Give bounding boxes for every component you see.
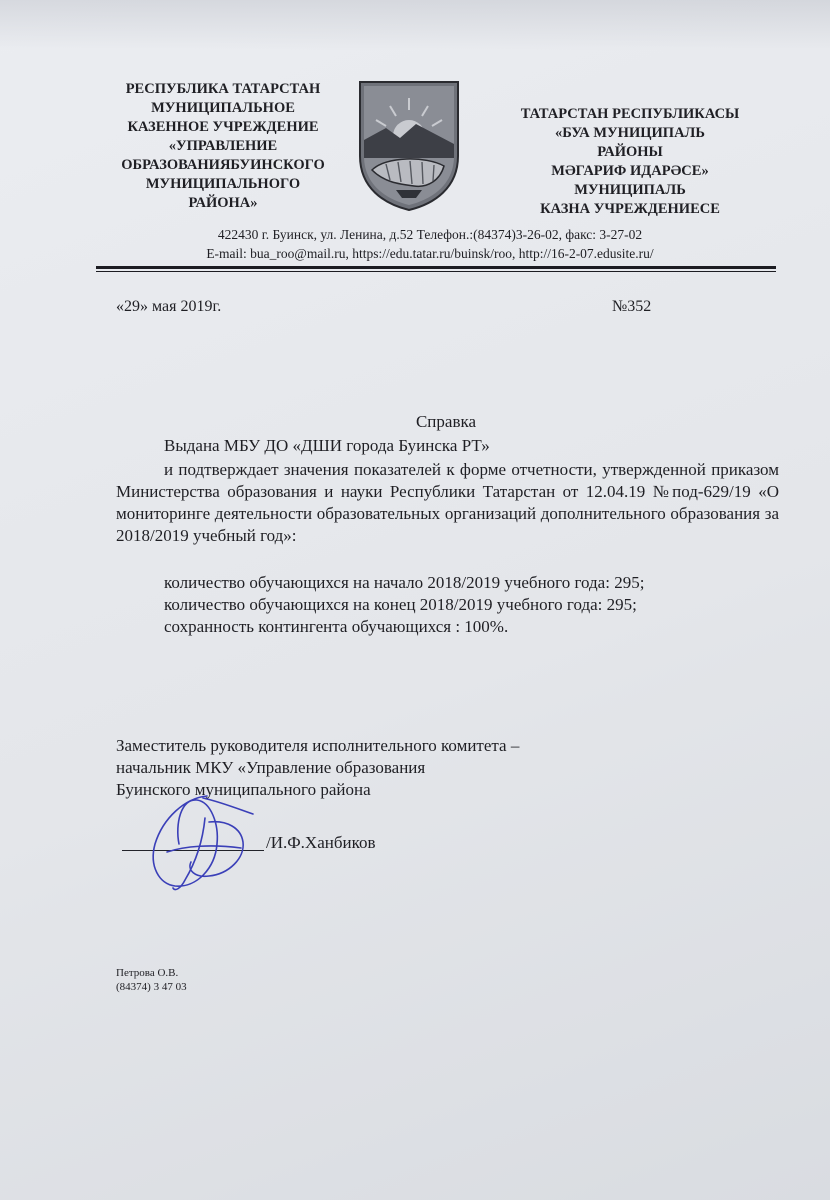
- document-title: Справка: [415, 412, 477, 431]
- signatory-position-line: Заместитель руководителя исполнительного комитета –: [116, 736, 520, 755]
- issued-to-line: Выдана МБУ ДО «ДШИ города Буинска РТ»: [164, 436, 490, 455]
- email-web-line: E-mail: bua_roo@mail.ru, https://edu.tatar.ru/buinsk/roo, http://16-2-07.edusite.ru/: [206, 246, 654, 261]
- header-left-line: МУНИЦИПАЛЬНОГО: [145, 176, 301, 192]
- executor-phone: (84374) 3 47 03: [116, 981, 187, 993]
- header-right-line: МӘГАРИФ ИДАРӘСЕ»: [551, 163, 709, 179]
- executor-name: Петрова О.В.: [116, 967, 179, 979]
- indicator-item: количество обучающихся на конец 2018/2019 учебного года: 295;: [164, 595, 637, 614]
- header-right-line: КАЗНА УЧРЕЖДЕНИЕСЕ: [540, 201, 720, 217]
- indicator-item: количество обучающихся на начало 2018/2019 учебного года: 295;: [164, 573, 645, 592]
- signatory-position-line: начальник МКУ «Управление образования: [116, 758, 426, 777]
- handwritten-signature: [145, 788, 275, 898]
- header-left-line: КАЗЕННОЕ УЧРЕЖДЕНИЕ: [127, 119, 319, 135]
- header-rule-thick: [96, 266, 776, 269]
- address-line: 422430 г. Буинск, ул. Ленина, д.52 Телефон.:(84374)3-26-02, факс: 3-27-02: [217, 227, 643, 242]
- header-rule-thin: [96, 271, 776, 272]
- paper-shadow: [0, 0, 830, 50]
- header-right-line: МУНИЦИПАЛЬ: [574, 182, 686, 198]
- header-left-russian: [100, 80, 346, 213]
- executor-block: [116, 966, 187, 994]
- header-right-tatar: [495, 105, 765, 219]
- coat-of-arms-emblem: [356, 78, 462, 212]
- signatory-name: /И.Ф.Ханбиков: [266, 833, 376, 852]
- indicator-list: [164, 572, 644, 638]
- letter-number: №352: [612, 298, 652, 315]
- signatory-position-line: Буинского муниципального района: [116, 780, 371, 799]
- body-paragraph: и подтверждает значения показателей к форме отчетности, утвержденной приказом Министерства образования и науки Республики Татарстан от 12.04.19 №под-629/19 «О мониторинге деятельности образовательных организаций дополнительного образования за 2018/2019 учебный год»:: [116, 460, 779, 545]
- header-right-line: «БУА МУНИЦИПАЛЬ: [555, 125, 705, 141]
- header-left-line: ОБРАЗОВАНИЯБУИНСКОГО: [121, 157, 325, 173]
- header-contacts: [100, 225, 760, 263]
- indicator-item: сохранность контингента обучающихся : 100%.: [164, 617, 509, 636]
- header-left-line: МУНИЦИПАЛЬНОЕ: [151, 100, 295, 116]
- header-right-line: ТАТАРСТАН РЕСПУБЛИКАСЫ: [520, 106, 740, 122]
- header-left-line: «УПРАВЛЕНИЕ: [168, 138, 278, 154]
- header-left-line: РАЙОНА»: [188, 195, 258, 211]
- header-right-line: РАЙОНЫ: [597, 144, 663, 160]
- header-left-line: РЕСПУБЛИКА ТАТАРСТАН: [125, 81, 321, 97]
- letter-date: «29» мая 2019г.: [116, 298, 222, 315]
